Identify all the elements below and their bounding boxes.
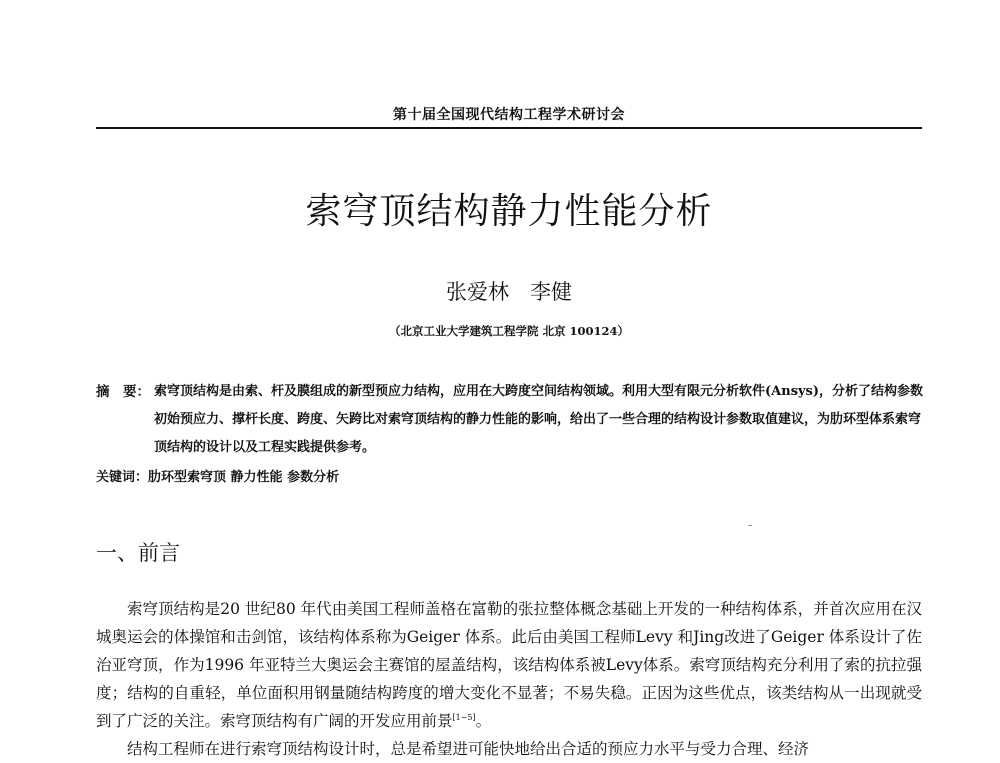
paragraph: 结构工程师在进行索穹顶结构设计时，总是希望进可能快地给出合适的预应力水平与受力合理、经济 [127, 740, 810, 758]
affiliation: （北京工业大学建筑工程学院 北京 100124） [388, 324, 629, 338]
abstract-text: 索穹顶结构是由索、杆及膜组成的新型预应力结构，应用在大跨度空间结构领域。利用大型有限元分析软件(Ansys)，分析了结构参数初始预应力、撑杆长度、跨度、矢跨比对索穹顶结构的静力性能的影响，给出了一些合理的结构设计参数取值建议，为肋环型体系索穹顶结构的设计以及工程实践提供参考。 [154, 384, 924, 455]
abstract [96, 378, 926, 462]
keywords-label: 关键词： [96, 470, 149, 485]
abstract-label: 摘 要： [96, 384, 150, 400]
section-heading-introduction: 一、前言 [96, 541, 180, 565]
paper-title: 索穹顶结构静力性能分析 [305, 191, 713, 232]
body-text [96, 595, 922, 763]
keywords-text: 肋环型索穹顶 静力性能 参数分析 [148, 470, 340, 485]
scan-speck [748, 525, 752, 526]
keywords [96, 464, 339, 492]
authors: 张爱林 李健 [446, 280, 572, 304]
citation-reference: [1~5] [452, 712, 476, 722]
running-header: 第十届全国现代结构工程学术研讨会 [393, 107, 625, 123]
paragraph-end: 。 [475, 712, 492, 730]
paragraph [96, 595, 922, 735]
header-rule [96, 127, 922, 129]
paragraph-text: 索穹顶结构是20 世纪80 年代由美国工程师盖格在富勒的张拉整体概念基础上开发的一种结构体系，并首次应用在汉城奥运会的体操馆和击剑馆，该结构体系称为Geiger 体系。此后由美国工程师Levy 和Jing改进了Geiger 体系设计了佐治亚穹顶，作为1996 年亚特兰大奥运会主赛馆的屋盖结构，该结构体系被Levy体系。索穹顶结构充分利用了索的抗拉强度；结构的自重轻，单位面积用钢量随结构跨度的增大变化不显著；不易失稳。正因为这些优点，该类结构从一出现就受到了广泛的关注。索穹顶结构有广阔的开发应用前景 [96, 600, 922, 730]
